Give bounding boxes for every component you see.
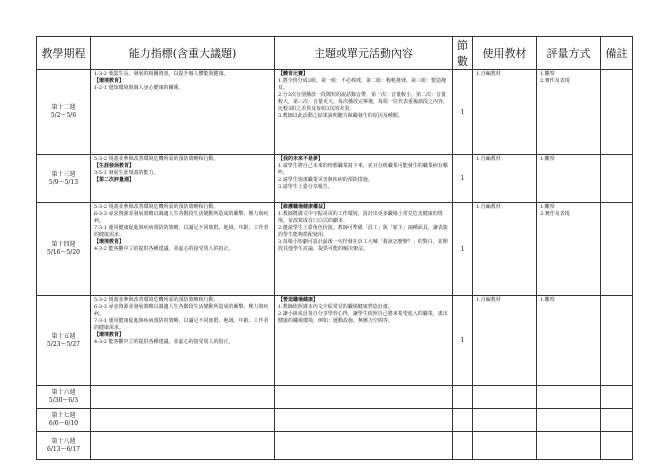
cell-line: 6-3-3 尋求資源並發展策略以調適人生各階段生活變動所造成的衝擊、壓力與疾病。 <box>94 304 269 317</box>
cell-line: 2.邀請學生上臺角色扮演，教師可準備「員工」與「雇主」兩種面具，讓表演的學生能夠搭配使用。 <box>278 225 448 238</box>
table-row <box>37 203 633 296</box>
cell-line: 1.教師依照課本內文介紹常見的職場健康營造計畫。 <box>278 304 393 310</box>
content-cell <box>275 296 453 386</box>
week-dates: 6/6～6/10 <box>48 420 79 427</box>
curriculum-sheet <box>36 36 633 460</box>
hours-cell <box>453 386 473 409</box>
table-row <box>37 409 633 432</box>
ability-cell <box>91 155 275 203</box>
hours-cell: 1 <box>453 203 473 296</box>
week-dates: 5/16～5/20 <box>47 249 80 256</box>
ability-cell <box>91 409 275 432</box>
cell-line: 【我的未來不是夢】 <box>278 156 324 162</box>
week-dates: 6/13～6/17 <box>47 445 80 453</box>
materials-cell <box>473 409 537 432</box>
cell-line: 1.教師將課文中宇振哥哥的工作環境，設計出更多職場上常見危害健康的情境，並改寫成有口白式的劇本。 <box>278 211 443 224</box>
cell-line: 【體育比賽】 <box>278 71 309 77</box>
content-cell <box>275 386 453 409</box>
materials-cell <box>473 386 537 409</box>
cell-line: 2.實作及表現 <box>540 78 570 84</box>
table-row <box>37 296 633 386</box>
cell-line: 4-3-2 能客觀中立的提供各種建議，並虛心的接受別人的指正。 <box>94 339 234 345</box>
hours-cell: 1 <box>453 70 473 155</box>
header-schedule: 教學期程 <box>37 37 91 70</box>
assessment-cell <box>537 155 601 203</box>
cell-line: 2.請學生規畫職業災害與疾病的預防措施。 <box>278 177 373 183</box>
week-label: 第十二週 <box>51 104 76 111</box>
cell-line: 5-3-2 規畫並參與改善環境危機所需的預防策略和行動。 <box>94 204 219 210</box>
week-label: 第十七週 <box>51 412 76 419</box>
ability-cell <box>91 432 275 460</box>
table-body <box>37 70 633 460</box>
content-cell <box>275 409 453 432</box>
header-content: 主題或單元活動內容 <box>275 37 453 70</box>
week-cell <box>37 296 91 386</box>
cell-line: 1.觀察 <box>540 204 555 210</box>
cell-line: 【生涯發展教育】 <box>94 163 135 169</box>
cell-line: 2.分3次分別播放一段簡短的說話錄音帶，第一次：音量較小，第二次：音量較大，第三次：音量更大，每次播放完畢後，每組一位代表重複該段之內容，比較3組之差異及每組3次的差異。 <box>278 92 449 112</box>
cell-line: 【環境教育】 <box>94 78 125 84</box>
notes-cell <box>601 386 633 409</box>
cell-line: 3.教師以此活動之結果說明聽力障礙發生的原因及種類。 <box>278 113 403 119</box>
hours-cell: 1 <box>453 155 473 203</box>
content-cell <box>275 203 453 296</box>
cell-line: 1.觀察 <box>540 297 555 303</box>
cell-line: 1-2-1 覺知環境與個人身心健康的關係。 <box>94 85 184 91</box>
header-row <box>37 37 633 70</box>
week-cell <box>37 409 91 432</box>
cell-line: 【維護職場健康權益】 <box>278 204 329 210</box>
materials-cell: 1.自編教材 <box>473 155 537 203</box>
materials-cell: 1.自編教材 <box>473 203 537 296</box>
assessment-cell <box>537 409 601 432</box>
week-cell <box>37 203 91 296</box>
cell-line: 1.觀察 <box>540 156 555 162</box>
cell-line: 1-3-2 蒐集生長、發展的相關資訊，以提升個人體能與健康。 <box>94 71 229 77</box>
notes-cell <box>601 155 633 203</box>
week-dates: 5/2～5/6 <box>50 112 77 119</box>
cell-line: 2.實作及表現 <box>540 211 570 217</box>
week-label: 第十三週 <box>51 170 76 178</box>
content-cell <box>275 432 453 460</box>
week-label: 第十五週 <box>51 332 76 340</box>
header-notes: 備註 <box>601 37 633 70</box>
cell-line: 【環境教育】 <box>94 332 125 338</box>
week-cell <box>37 432 91 460</box>
notes-cell <box>601 296 633 386</box>
week-dates: 5/9～5/13 <box>48 178 79 186</box>
cell-line: 3-5-1 發展生涯規畫的能力。 <box>94 170 159 176</box>
notes-cell <box>601 432 633 460</box>
header-ability: 能力指標(含重大議題) <box>91 37 275 70</box>
week-dates: 5/30～6/3 <box>48 397 79 404</box>
week-cell <box>37 70 91 155</box>
ability-cell <box>91 70 275 155</box>
cell-line: 7-3-1 運用健康促進與疾病預防的策略，以滿足不同族群、地域、年齡、工作者的健康需求。 <box>94 318 269 331</box>
materials-cell: 1.自編教材 <box>473 70 537 155</box>
notes-cell <box>601 70 633 155</box>
week-label: 第十四週 <box>51 241 76 248</box>
week-cell <box>37 386 91 409</box>
cell-line: 1.請學生將自己未來的理想職業寫下來，並且分析職業可能發生的職業病有哪些。 <box>278 163 448 176</box>
hours-cell: 1 <box>453 296 473 386</box>
hours-cell <box>453 409 473 432</box>
hours-cell <box>453 432 473 460</box>
header-assessment: 評量方式 <box>537 37 601 70</box>
materials-cell: 1.自編教材 <box>473 296 537 386</box>
curriculum-table <box>36 36 633 460</box>
cell-line: 5-3-2 規畫並參與改善環境危機所需的預防策略和行動。 <box>94 297 219 303</box>
ability-cell <box>91 203 275 296</box>
content-cell <box>275 155 453 203</box>
cell-line: 3.請學生上臺分享報告。 <box>278 184 333 190</box>
content-cell <box>275 70 453 155</box>
notes-cell <box>601 203 633 296</box>
cell-line: 5-3-2 規畫並參與改善環境危機所需的預防策略和行動。 <box>94 156 219 162</box>
cell-line: 2.讓小組成員各自分享學習心得，讓學生依照自己將來希望進入的職業，畫出健康的職場環境，例如：運動設施、無壓力空間等。 <box>278 311 448 324</box>
cell-line: 【營造職場健康】 <box>278 297 319 303</box>
table-row <box>37 386 633 409</box>
week-cell <box>37 155 91 203</box>
cell-line: 3.每場小短劇可設計最後一句抒發在員工大喊「我該怎麼辦？」的對白，並開放其他學生討論，提供可能的解決辦法。 <box>278 239 448 252</box>
cell-line: 1.觀察 <box>540 71 555 77</box>
cell-line: 7-3-1 運用健康促進與疾病預防的策略，以滿足不同族群、地域、年齡、工作者的健康需求。 <box>94 225 269 238</box>
table-row <box>37 70 633 155</box>
table-row <box>37 432 633 460</box>
cell-line: 4-3-2 能客觀中立的提供各種建議，並虛心的接受別人的指正。 <box>94 246 234 252</box>
notes-cell <box>601 409 633 432</box>
header-materials: 使用教材 <box>473 37 537 70</box>
ability-cell <box>91 386 275 409</box>
cell-line: 【環境教育】 <box>94 239 125 245</box>
table-row <box>37 155 633 203</box>
assessment-cell <box>537 386 601 409</box>
assessment-cell <box>537 296 601 386</box>
week-label: 第十六週 <box>51 389 76 396</box>
cell-line: 6-3-3 尋求資源並發展策略以調適人生各階段生活變動所造成的衝擊、壓力與疾病。 <box>94 211 269 224</box>
cell-line: 1.將全班分成3組，第一組：不必棒球，第二組：輕輕推球，第三組：製造掩耳。 <box>278 78 446 91</box>
materials-cell <box>473 432 537 460</box>
week-label: 第十八週 <box>51 437 76 445</box>
cell-line: 【第二次評量週】 <box>94 177 135 183</box>
assessment-cell <box>537 70 601 155</box>
week-dates: 5/23～5/27 <box>47 340 80 348</box>
ability-cell <box>91 296 275 386</box>
assessment-cell <box>537 432 601 460</box>
header-hours: 節數 <box>453 37 473 70</box>
assessment-cell <box>537 203 601 296</box>
